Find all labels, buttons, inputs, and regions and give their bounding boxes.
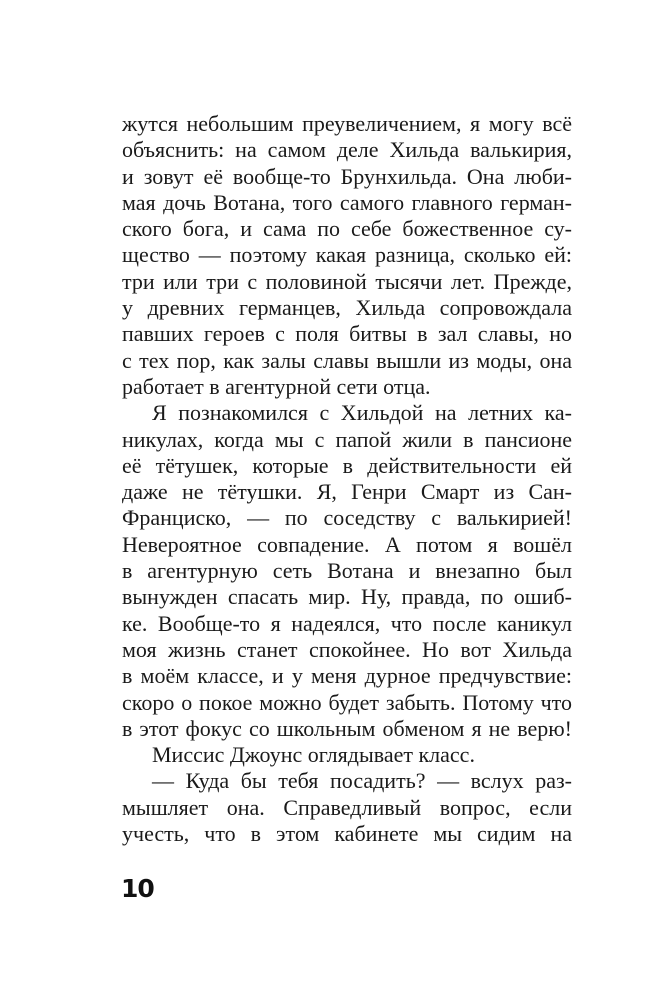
text-line: мышляет она. Справедливый вопрос, если [122,794,572,820]
text-line: в агентурную сеть Вотана и внезапно был [122,558,572,584]
text-line: никулах, когда мы с папой жили в пансионе [122,426,572,452]
text-line: моя жизнь станет спокойнее. Но вот Хильда [122,636,572,662]
text-line: Я познакомился с Хильдой на летних ка- [152,400,572,426]
text-line: объяснить: на самом деле Хильда валькирия, [122,137,572,163]
text-line: три или три с половиной тысячи лет. Прежде, [122,268,572,294]
text-line: вынужден спасать мир. Ну, правда, по ошиб- [122,584,572,610]
text-line: даже не тётушки. Я, Генри Смарт из Сан- [122,479,572,505]
text-line: жутся небольшим преувеличением, я могу всё [122,111,572,136]
text-line: скоро о покое можно будет забыть. Потому что [122,689,572,715]
text-line: павших героев с поля битвы в зал славы, но [122,321,572,347]
text-line: — Куда бы тебя посадить? — вслух раз- [152,768,572,794]
text-line: ке. Вообще-то я надеялся, что после каникул [122,610,572,636]
text-line: работает в агентурной сети отца. [122,373,431,399]
text-line: в моём классе, и у меня дурное предчувствие: [122,663,572,689]
text-line: и зовут её вообще-то Брунхильда. Она люби- [122,163,572,189]
text-line: Франциско, — по соседству с валькирией! [122,505,572,531]
text-line: у древних германцев, Хильда сопровождала [122,295,572,321]
text-line: в этот фокус со школьным обменом я не верю! [122,715,572,741]
text-line: Миссис Джоунс оглядывает класс. [152,742,475,768]
text-line: мая дочь Вотана, того самого главного герман- [122,189,572,215]
text-line: с тех пор, как залы славы вышли из моды, она [122,347,572,373]
text-line: щество — поэтому какая разница, сколько ей: [122,242,572,268]
page-number: 10 [121,874,154,903]
text-line: Невероятное совпадение. А потом я вошёл [122,531,572,557]
body-text [122,111,572,847]
text-line: ского бога, и сама по себе божественное су- [122,216,572,242]
text-line: её тётушек, которые в действительности ей [122,452,572,478]
text-line: учесть, что в этом кабинете мы сидим на [122,821,572,847]
